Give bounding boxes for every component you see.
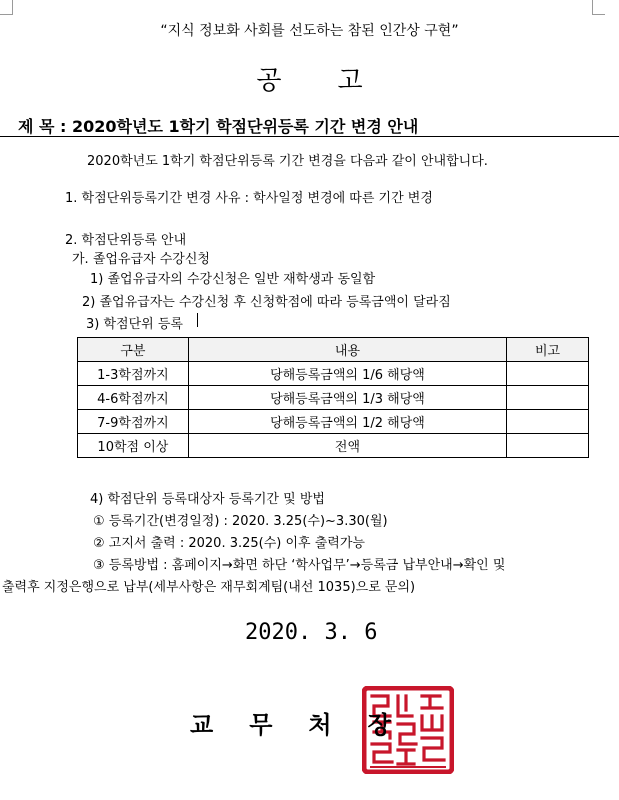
table-cell: 전액 [188,434,506,458]
registration-period: ① 등록기간(변경일정) : 2020. 3.25(수)~3.30(월) [93,514,388,529]
issuer-char: 교 [190,710,214,739]
page-corner-mark [592,0,605,15]
section4-title: 4) 학점단위 등록대상자 등록기간 및 방법 [90,492,325,507]
text-cursor [197,313,198,327]
registration-method: ③ 등록방법 : 홈페이지→화면 하단 ‘학사업무’→등록금 납부안내→확인 및 [93,558,506,573]
page-corner-mark [0,0,13,15]
issuer-char: 처 [308,710,332,739]
table-cell: 7-9학점까지 [78,410,189,434]
issuer-office [190,705,391,740]
bill-output: ② 고지서 출력 : 2020. 3.25(수) 이후 출력가능 [93,536,365,551]
table-cell: 4-6학점까지 [78,386,189,410]
section2-sub-a: 가. 졸업유급자 수강신청 [72,252,210,267]
motto: “지식 정보화 사회를 선도하는 참된 인간상 구현” [160,23,459,39]
table-cell [507,362,589,386]
issuer-char: 무 [249,710,273,739]
registration-fee-table [77,337,589,458]
table-header-row [78,338,589,362]
list-item: 2) 졸업유급자는 수강신청 후 신청학점에 따라 등록금액이 달라짐 [82,295,451,310]
table-row [78,386,589,410]
table-cell: 10학점 이상 [78,434,189,458]
subject-divider [0,136,619,137]
table-header-cell: 구분 [78,338,189,362]
issuer-char: 장 [367,710,391,739]
table-row [78,362,589,386]
table-cell [507,434,589,458]
table-cell: 1-3학점까지 [78,362,189,386]
list-item: 1) 졸업유급자의 수강신청은 일반 재학생과 동일함 [90,272,376,287]
list-item: 3) 학점단위 등록 [86,317,183,332]
page-title-char: 공 [256,66,282,96]
table-cell: 당해등록금액의 1/3 해당액 [188,386,506,410]
section1-text: 1. 학점단위등록기간 변경 사유 : 학사일정 변경에 따른 기간 변경 [65,191,433,206]
table-header-cell: 내용 [188,338,506,362]
page-title [0,60,619,97]
table-row [78,434,589,458]
page-title-char: 고 [337,66,363,96]
table-row [78,410,589,434]
table-cell [507,410,589,434]
table-cell: 당해등록금액의 1/6 해당액 [188,362,506,386]
intro-text: 2020학년도 1학기 학점단위등록 기간 변경을 다음과 같이 안내합니다. [87,154,488,169]
issue-date: 2020. 3. 6 [245,620,378,645]
registration-method-cont: 출력후 지정은행으로 납부(세부사항은 재무회계팀(내선 1035)으로 문의) [2,580,416,595]
section2-title: 2. 학점단위등록 안내 [65,233,187,248]
table-cell: 당해등록금액의 1/2 해당액 [188,410,506,434]
subject-line: 제 목 : 2020학년도 1학기 학점단위등록 기간 변경 안내 [18,117,419,136]
table-header-cell: 비고 [507,338,589,362]
table-cell [507,386,589,410]
